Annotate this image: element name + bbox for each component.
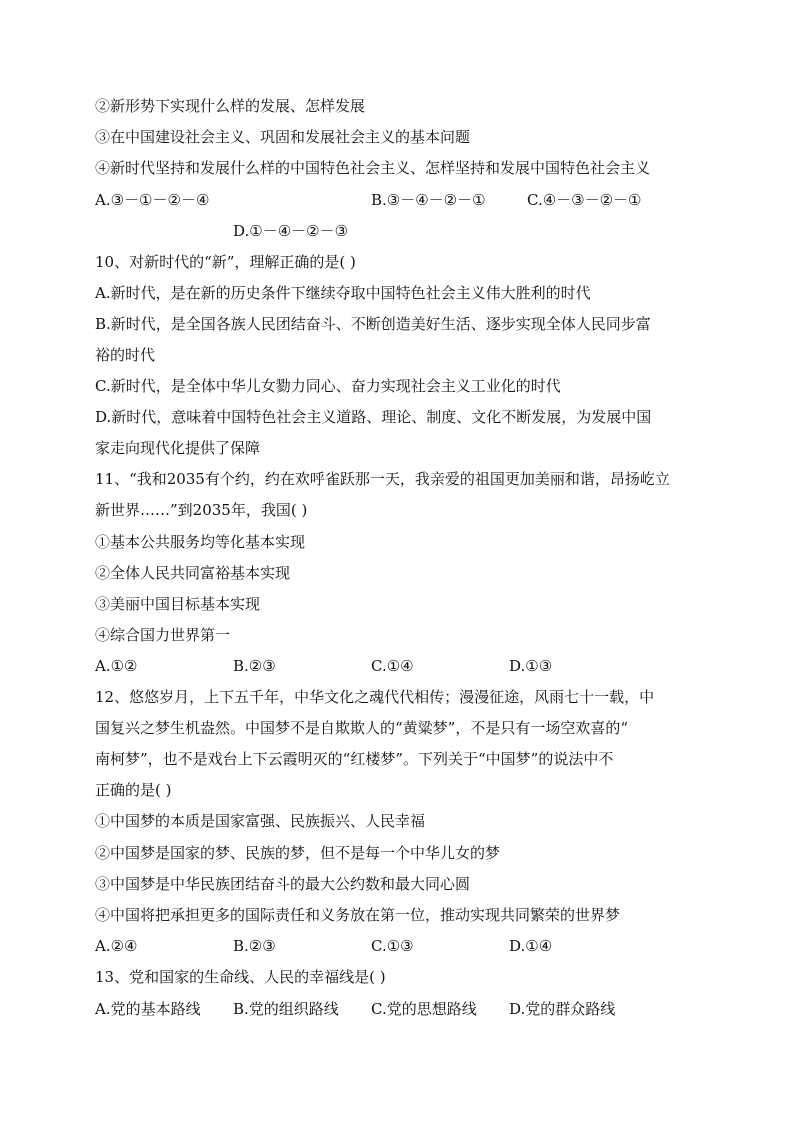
q13-option-b: B.党的组织路线 [233, 1000, 339, 1018]
q11-option-a: A.①② [95, 657, 138, 675]
q12-option-c: C.①③ [371, 937, 414, 955]
q10-option-d-line1: D.新时代，意味着中国特色社会主义道路、理论、制度、文化不断发展，为发展中国 [95, 408, 652, 426]
q13-option-c: C.党的思想路线 [371, 1000, 477, 1018]
q11-option-c: C.①④ [371, 657, 414, 675]
q11-option-b: B.②③ [233, 657, 276, 675]
q13-option-a: A.党的基本路线 [95, 1000, 201, 1018]
q9-option-a: A.③－①－②－④ [95, 191, 210, 209]
q12-stem-line2: 国复兴之梦生机盎然。中国梦不是自欺欺人的“黄粱梦”，不是只有一场空欢喜的“ [95, 719, 629, 737]
q10-stem: 10、对新时代的“新”，理解正确的是( ) [95, 253, 356, 271]
q10-option-d-line2: 家走向现代化提供了保障 [95, 439, 261, 457]
q12-option-a: A.②④ [95, 937, 138, 955]
q12-item-2: ②中国梦是国家的梦、民族的梦，但不是每一个中华儿女的梦 [95, 844, 501, 862]
q9-option-d: D.①－④－②－③ [233, 222, 349, 240]
q9-option-b: B.③－④－②－① [371, 191, 486, 209]
q11-stem-line2: 新世界……”到2035年，我国( ) [95, 501, 308, 519]
q10-option-c: C.新时代，是全体中华儿女勠力同心、奋力实现社会主义工业化的时代 [95, 377, 561, 395]
q10-option-b-line1: B.新时代，是全国各族人民团结奋斗、不断创造美好生活、逐步实现全体人民同步富 [95, 315, 651, 333]
q9-item-2: ②新形势下实现什么样的发展、怎样发展 [95, 97, 366, 115]
q12-stem-line3: 南柯梦”，也不是戏台上下云霞明灭的“红楼梦”。下列关于“中国梦”的说法中不 [95, 750, 614, 768]
q9-option-c: C.④－③－②－① [527, 191, 642, 209]
q12-stem-line1: 12、悠悠岁月，上下五千年，中华文化之魂代代相传；漫漫征途，风雨七十一载，中 [95, 688, 655, 706]
q11-item-4: ④综合国力世界第一 [95, 626, 231, 644]
q9-item-4: ④新时代坚持和发展什么样的中国特色社会主义、怎样坚持和发展中国特色社会主义 [95, 159, 651, 177]
q12-item-3: ③中国梦是中华民族团结奋斗的最大公约数和最大同心圆 [95, 875, 471, 893]
q13-option-d: D.党的群众路线 [509, 1000, 616, 1018]
q12-option-b: B.②③ [233, 937, 276, 955]
q11-stem-line1: 11、“我和2035有个约，约在欢呼雀跃那一天，我亲爱的祖国更加美丽和谐，昂扬屹立 [95, 470, 670, 488]
q13-stem: 13、党和国家的生命线、人民的幸福线是( ) [95, 968, 386, 986]
q12-stem-line4: 正确的是( ) [95, 781, 172, 799]
q11-item-2: ②全体人民共同富裕基本实现 [95, 564, 291, 582]
q12-item-4: ④中国将把承担更多的国际责任和义务放在第一位，推动实现共同繁荣的世界梦 [95, 906, 621, 924]
q12-item-1: ①中国梦的本质是国家富强、民族振兴、人民幸福 [95, 812, 426, 830]
q11-item-1: ①基本公共服务均等化基本实现 [95, 533, 306, 551]
q11-option-d: D.①③ [509, 657, 553, 675]
q10-option-b-line2: 裕的时代 [95, 346, 156, 364]
q9-item-3: ③在中国建设社会主义、巩固和发展社会主义的基本问题 [95, 128, 471, 146]
q10-option-a: A.新时代，是在新的历史条件下继续夺取中国特色社会主义伟大胜利的时代 [95, 284, 591, 302]
q11-item-3: ③美丽中国目标基本实现 [95, 595, 261, 613]
q12-option-d: D.①④ [509, 937, 553, 955]
